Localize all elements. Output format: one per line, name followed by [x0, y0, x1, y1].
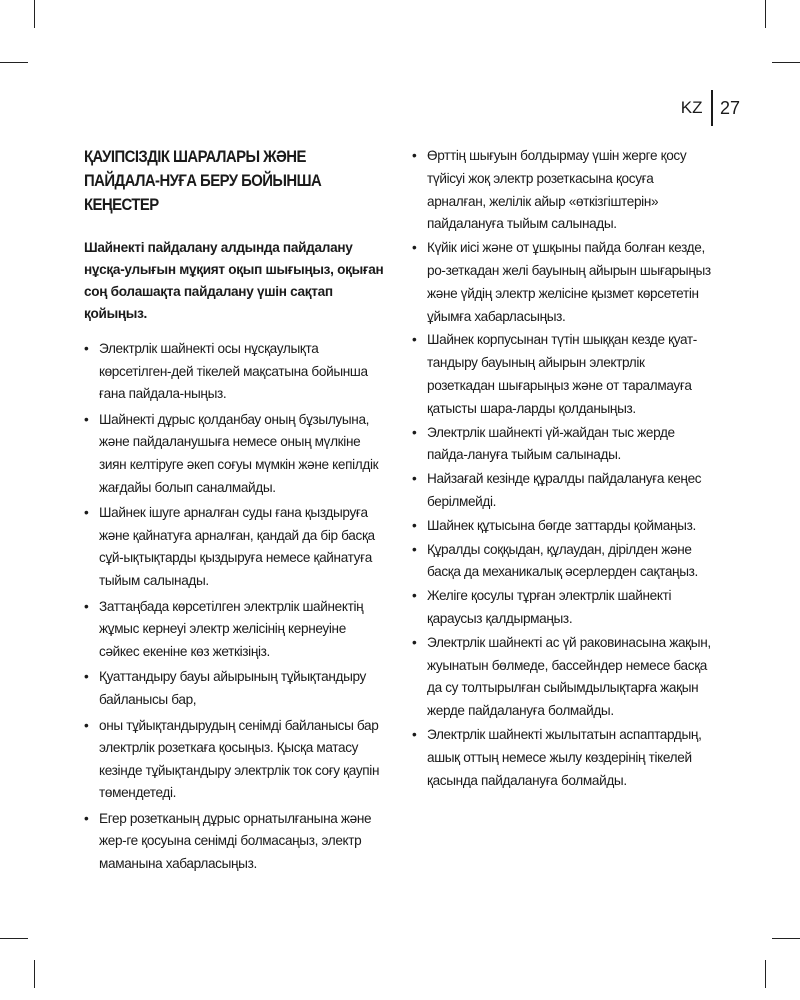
crop-mark [772, 938, 800, 939]
bullet-icon: • [84, 669, 89, 685]
crop-mark [772, 62, 800, 63]
left-column [84, 145, 384, 879]
page-number: 27 [719, 97, 740, 118]
safety-item [412, 585, 714, 631]
safety-list-left [84, 338, 384, 876]
crop-mark [34, 960, 35, 988]
crop-mark [765, 960, 766, 988]
language-code: KZ [680, 98, 703, 117]
bullet-icon: • [412, 471, 417, 487]
safety-item-text: Желіге қосулы тұрған электрлік шайнекті қараусыз қалдырмаңыз. [427, 588, 672, 626]
safety-item [412, 468, 714, 514]
safety-item [412, 632, 714, 723]
right-column [412, 145, 714, 793]
bullet-icon: • [412, 424, 417, 440]
intro-paragraph: Шайнекті пайдалану алдында пайдалану нұсқа-улығын мұқият оқып шығыңыз, оқыған соң болашақта пайдалану үшін сақтап қойыңыз. [84, 240, 384, 321]
safety-item-text: Заттаңбада көрсетілген электрлік шайнектің жұмыс кернеуі электр желісінің кернеуіне сәйкес екеніне көз жеткізіңіз. [99, 598, 364, 659]
safety-item [412, 329, 714, 420]
bullet-icon: • [412, 634, 417, 650]
bullet-icon: • [84, 411, 89, 427]
safety-item [84, 502, 384, 592]
safety-item-text: Шайнек ішуге арналған суды ғана қыздыруға және қайнатуға арналған, қандай да бір басқа сұй-ықтықтарды қыздыруға немесе қайнатуға тыйым салынады. [99, 505, 375, 588]
safety-item-text: Электрлік шайнекті ас үй раковинасына жақын, жуынатын бөлмеде, бассейндер немесе басқа да су толтырылған сыйымдылықтарға жақын жерде пайдалануға болмайды. [427, 634, 711, 719]
bullet-icon: • [412, 517, 417, 533]
safety-item-text: Шайнек корпусынан түтін шыққан кезде қуат-тандыру бауының айырын электрлік розеткадан шығарыңыз және от таралмауға қатысты шара-ларды қолданыңыз. [427, 332, 697, 416]
safety-item-text: Егер розетканың дұрыс орнатылғанына және жер-ге қосуына сенімді болмасаңыз, электр маманына хабарласыңыз. [99, 810, 372, 872]
section-title: ҚАУІПСІЗДІК ШАРАЛАРЫ ЖӘНЕ ПАЙДАЛА-НУҒА БЕРУ БОЙЫНША КЕҢЕСТЕР [84, 148, 322, 214]
safety-item-text: Қуаттандыру бауы айырының тұйықтандыру байланысы бар, [99, 669, 366, 707]
safety-item-text: Найзағай кезінде құралды пайдалануға кеңес берілмейді. [427, 471, 702, 509]
safety-item-text: Күйік иісі және от ұшқыны пайда болған кезде, ро-зеткадан желі бауының айырын шығарыңыз және үйдің электр желісіне қызмет көрсететін ұйымға хабарласыңыз. [427, 240, 711, 324]
bullet-icon: • [84, 505, 89, 521]
safety-item [84, 715, 384, 805]
safety-item-text: Құралды соққыдан, құлаудан, дірілден және басқа да механикалық әсерлерден сақтаңыз. [427, 541, 698, 580]
safety-item [84, 409, 384, 499]
bullet-icon: • [412, 148, 417, 163]
safety-item [412, 515, 714, 538]
bullet-icon: • [412, 541, 417, 557]
safety-item-text: Электрлік шайнекті үй-жайдан тыс жерде пайда-лануға тыйым салынады. [427, 424, 675, 463]
safety-item [412, 237, 714, 328]
safety-item [412, 145, 714, 236]
bullet-icon: • [84, 341, 89, 356]
safety-item [412, 724, 714, 792]
bullet-icon: • [84, 810, 89, 826]
crop-mark [0, 62, 28, 63]
safety-item [84, 338, 384, 406]
crop-mark [765, 0, 766, 28]
bullet-icon: • [412, 240, 417, 256]
safety-item-text: Шайнек құтысына бөгде заттарды қоймаңыз. [427, 517, 696, 533]
bullet-icon: • [412, 588, 417, 604]
crop-mark [0, 938, 28, 939]
bullet-icon: • [412, 726, 417, 742]
safety-item-text: Электрлік шайнекті осы нұсқаулықта көрсетілген-дей тікелей мақсатына бойынша ғана пайдала-ныңыз. [99, 341, 368, 402]
safety-item [84, 596, 384, 664]
bullet-icon: • [84, 598, 89, 614]
bullet-icon: • [412, 332, 417, 348]
page-header [681, 90, 740, 126]
safety-item-text: Шайнекті дұрыс қолданбау оның бұзылуына, және пайдаланушыға немесе оның мүлкіне зиян келтіруге әкеп соғуы мүмкін және кепілдік жағдайы болып саналмайды. [99, 411, 379, 495]
safety-item-text: оны тұйықтандырудың сенімді байланысы бар электрлік розеткаға қосыңыз. Қысқа матасу кезінде тұйықтандыру электрлік ток соғу қаупін төмендетеді. [99, 717, 380, 801]
bullet-icon: • [84, 717, 89, 733]
safety-list-right [412, 145, 714, 792]
safety-item [412, 422, 714, 468]
safety-item [412, 539, 714, 585]
crop-mark [34, 0, 35, 28]
safety-item-text: Өрттің шығуын болдырмау үшін жерге қосу түйісуі жоқ электр розеткасына қосуға арналған, желілік айыр «өткізгіштерін» пайдалануға тыйым салынады. [427, 148, 687, 232]
safety-item [84, 666, 384, 711]
safety-item [84, 808, 384, 876]
safety-item-text: Электрлік шайнекті жылытатын аспаптардың, ашық оттың немесе жылу көздерінің тікелей қасында пайдалануға болмайды. [427, 726, 702, 788]
